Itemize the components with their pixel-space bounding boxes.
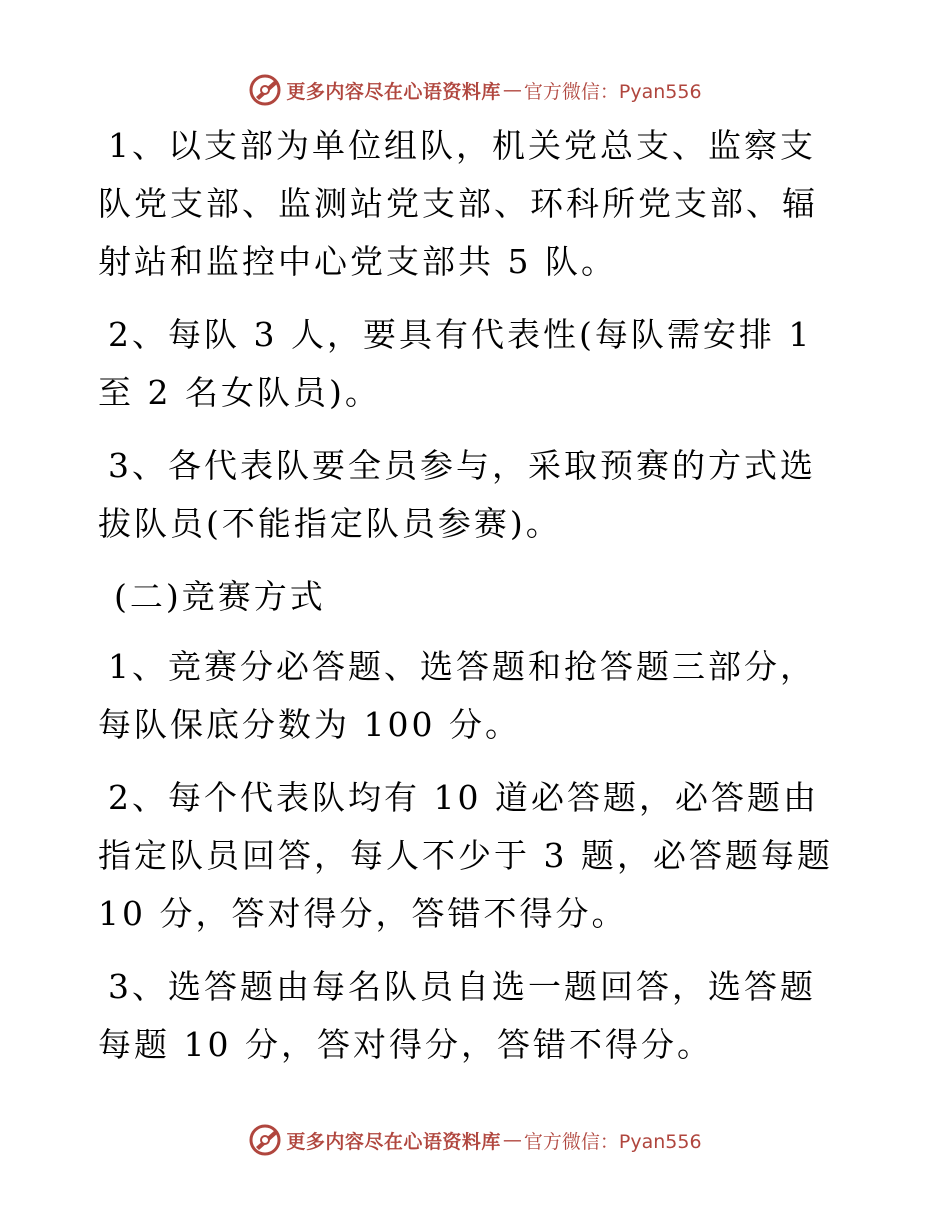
brand-logo-icon xyxy=(248,1123,282,1157)
brand-logo-icon xyxy=(248,73,282,107)
paragraph: 2、每队 3 人，要具有代表性(每队需安排 1 至 2 名女队员)。 xyxy=(98,315,813,412)
section-heading: (二)竞赛方式 xyxy=(114,577,326,616)
paragraph: 3、各代表队要全员参与，采取预赛的方式选拔队员(不能指定队员参赛)。 xyxy=(98,446,816,543)
paragraph: 1、以支部为单位组队，机关党总支、监察支队党支部、监测站党支部、环科所党支部、辐射站和监控中心党支部共 5 队。 xyxy=(98,126,818,281)
document-body xyxy=(98,117,850,1089)
paragraph: 3、选答题由每名队员自选一题回答，选答题每题 10 分，答对得分，答错不得分。 xyxy=(98,967,816,1064)
banner-wechat-text: 官方微信：Pyan556 xyxy=(523,80,702,103)
banner-main-text: 更多内容尽在心语资料库 xyxy=(286,1130,501,1153)
banner-main-text: 更多内容尽在心语资料库 xyxy=(286,80,501,103)
banner-separator: — xyxy=(502,79,522,101)
banner-separator: — xyxy=(502,1129,522,1151)
paragraph: 1、竞赛分必答题、选答题和抢答题三部分，每队保底分数为 100 分。 xyxy=(98,647,816,744)
paragraph: 2、每个代表队均有 10 道必答题，必答题由指定队员回答，每人不少于 3 题，必答题每题 10 分，答对得分，答错不得分。 xyxy=(98,778,833,933)
header-banner xyxy=(0,70,950,110)
footer-banner xyxy=(0,1120,950,1160)
banner-wechat-text: 官方微信：Pyan556 xyxy=(523,1130,702,1153)
